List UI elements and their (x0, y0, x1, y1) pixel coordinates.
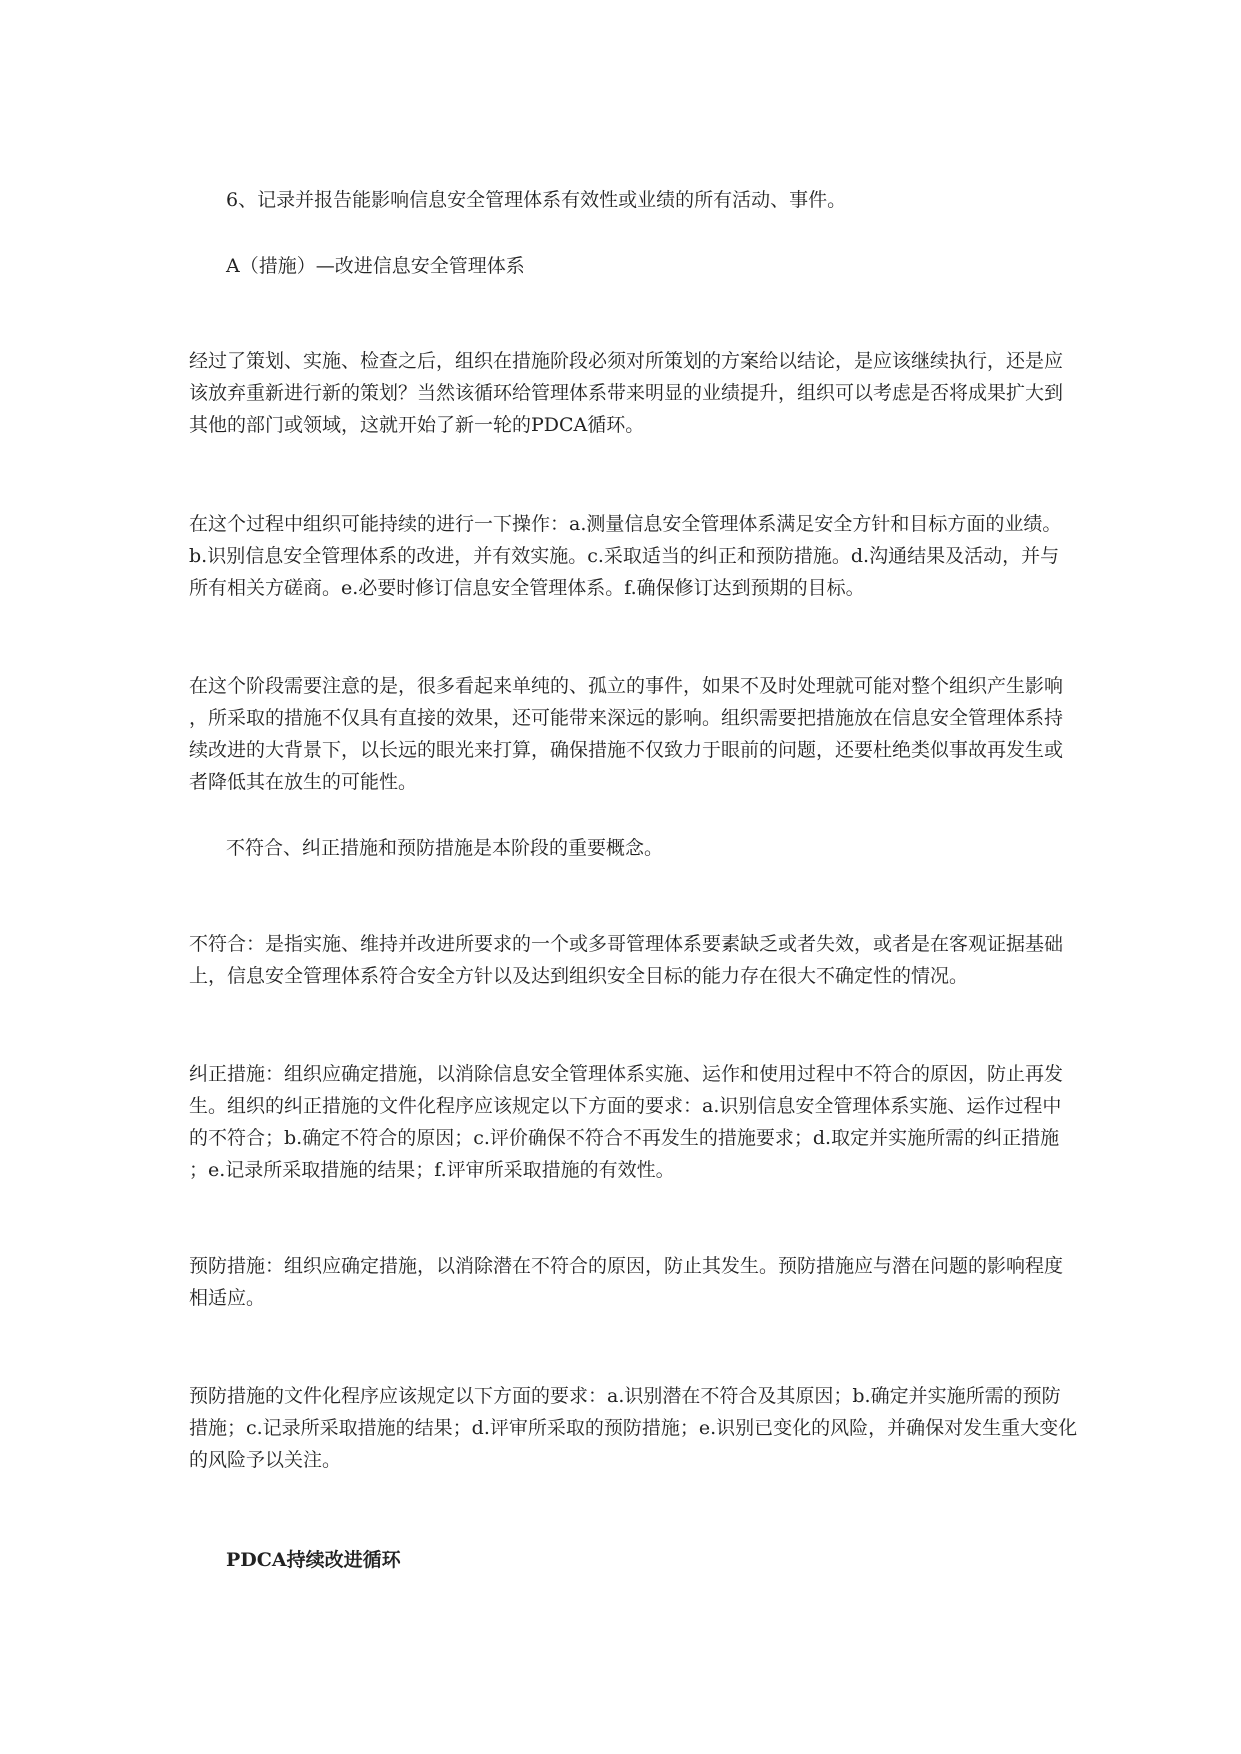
paragraph-line: 者降低其在放生的可能性。 (189, 771, 418, 793)
paragraph-line: 上，信息安全管理体系符合安全方针以及达到组织安全目标的能力存在很大不确定性的情况。 (189, 965, 969, 987)
paragraph-preventive-procedure (189, 1380, 1078, 1476)
paragraph-line: 该放弃重新进行新的策划？当然该循环给管理体系带来明显的业绩提升，组织可以考虑是否将成果扩大到 (189, 382, 1064, 404)
definition-preventive-action (189, 1250, 1064, 1314)
paragraph-line: 预防措施的文件化程序应该规定以下方面的要求：a.识别潜在不符合及其原因；b.确定并实施所需的预防 (189, 1385, 1061, 1407)
pdca-heading: PDCA持续改进循环 (226, 1549, 401, 1571)
paragraph-line: 不符合：是指实施、维持并改进所要求的一个或多哥管理体系要素缺乏或者失效，或者是在客观证据基础 (189, 933, 1064, 955)
paragraph-line: 预防措施：组织应确定措施，以消除潜在不符合的原因，防止其发生。预防措施应与潜在问题的影响程度 (189, 1255, 1064, 1277)
paragraph-line: 纠正措施：组织应确定措施，以消除信息安全管理体系实施、运作和使用过程中不符合的原因，防止再发 (189, 1063, 1064, 1085)
paragraph-line: 生。组织的纠正措施的文件化程序应该规定以下方面的要求：a.识别信息安全管理体系实施、运作过程中 (189, 1095, 1062, 1117)
section-a-title: A（措施）—改进信息安全管理体系 (226, 255, 525, 277)
paragraph-line: 在这个过程中组织可能持续的进行一下操作：a.测量信息安全管理体系满足安全方针和目标方面的业绩。 (189, 513, 1062, 535)
paragraph-line: b.识别信息安全管理体系的改进，并有效实施。c.采取适当的纠正和预防措施。d.沟通结果及活动，并与 (189, 545, 1060, 567)
paragraph-line: 的不符合；b.确定不符合的原因；c.评价确保不符合不再发生的措施要求；d.取定并实施所需的纠正措施 (189, 1127, 1060, 1149)
paragraph-line: ；e.记录所采取措施的结果；f.评审所采取措施的有效性。 (189, 1159, 675, 1181)
paragraph-line: 的风险予以关注。 (189, 1449, 342, 1471)
paragraph-act-phase-summary (189, 345, 1064, 441)
paragraph-line: ，所采取的措施不仅具有直接的效果，还可能带来深远的影响。组织需要把措施放在信息安全管理体系持 (189, 707, 1064, 729)
paragraph-line: 所有相关方磋商。e.必要时修订信息安全管理体系。f.确保修订达到预期的目标。 (189, 577, 865, 599)
paragraph-phase-notes (189, 670, 1064, 798)
paragraph-line: 相适应。 (189, 1287, 266, 1309)
paragraph-operations (189, 508, 1061, 604)
definition-nonconformity (189, 928, 1064, 992)
paragraph-line: 其他的部门或领域，这就开始了新一轮的PDCA循环。 (189, 414, 645, 436)
definition-corrective-action (189, 1058, 1064, 1186)
paragraph-line: 在这个阶段需要注意的是，很多看起来单纯的、孤立的事件，如果不及时处理就可能对整个组织产生影响 (189, 675, 1064, 697)
paragraph-line: 措施；c.记录所采取措施的结果；d.评审所采取的预防措施；e.识别已变化的风险，并确保对发生重大变化 (189, 1417, 1078, 1439)
paragraph-line: 续改进的大背景下，以长远的眼光来打算，确保措施不仅致力于眼前的问题，还要杜绝类似事故再发生或 (189, 739, 1064, 761)
paragraph-line: 经过了策划、实施、检查之后，组织在措施阶段必须对所策划的方案给以结论，是应该继续执行，还是应 (189, 350, 1064, 372)
item-6-text: 6、记录并报告能影响信息安全管理体系有效性或业绩的所有活动、事件。 (226, 189, 847, 211)
concepts-intro: 不符合、纠正措施和预防措施是本阶段的重要概念。 (226, 837, 664, 859)
